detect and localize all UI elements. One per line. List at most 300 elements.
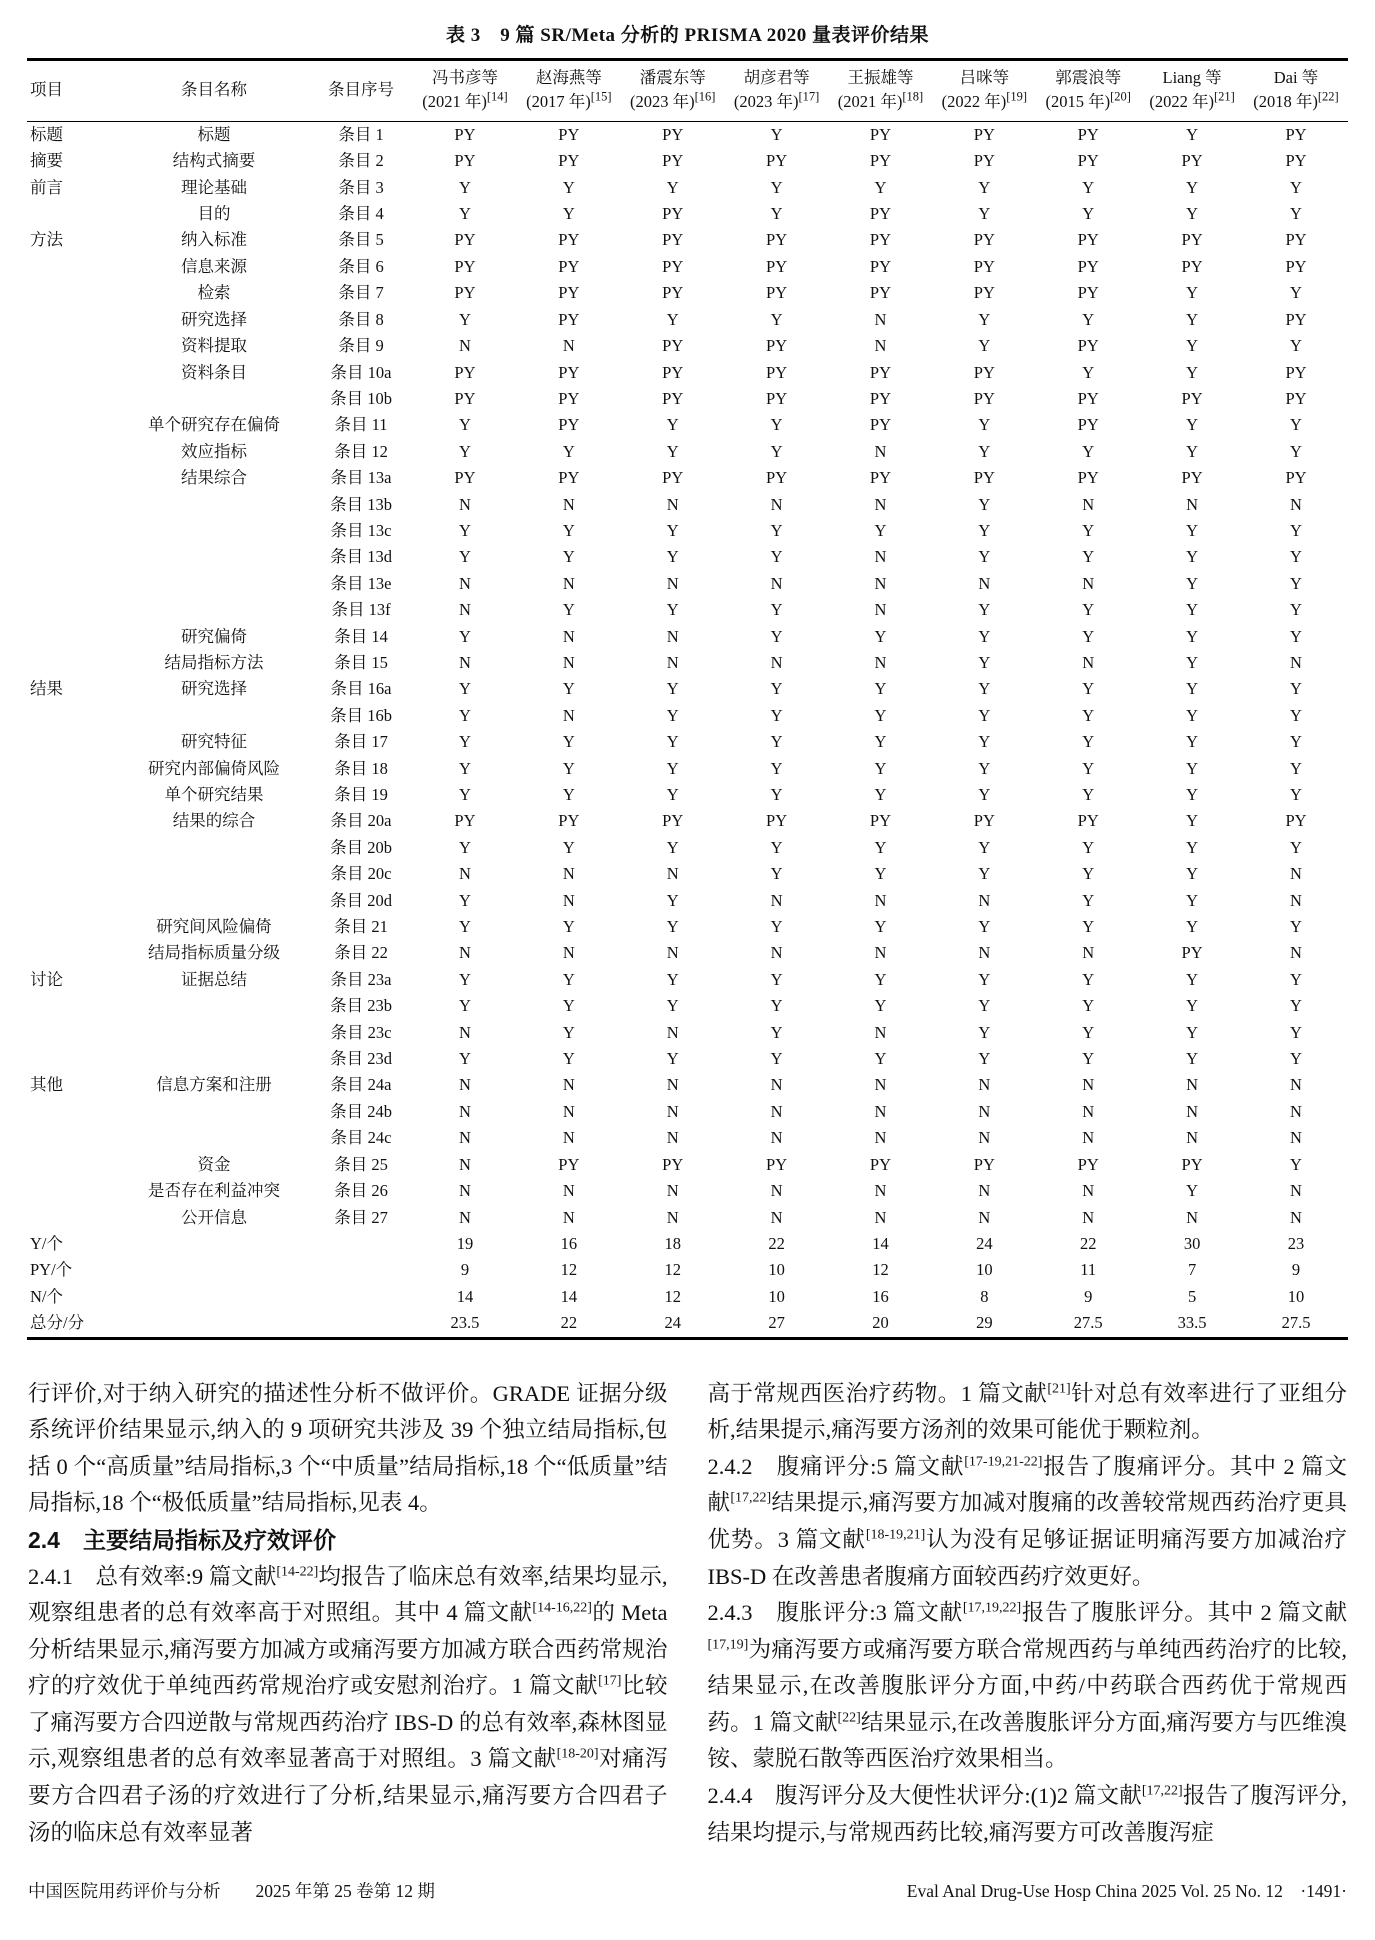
rating-cell: Y bbox=[1186, 1022, 1199, 1042]
rating-cell: Y bbox=[874, 177, 887, 197]
rating-cell: PY bbox=[558, 415, 580, 435]
rating-cell: Y bbox=[1082, 969, 1095, 989]
section-cell: 其他 bbox=[30, 1075, 63, 1095]
rating-cell: Y bbox=[770, 1049, 783, 1069]
section-cell bbox=[27, 492, 119, 518]
summary-value-cell: 9 bbox=[460, 1260, 470, 1280]
study-name: 王振雄等 bbox=[847, 68, 914, 87]
item-id-cell: 条目 9 bbox=[338, 336, 384, 356]
rating-cell: Y bbox=[1082, 362, 1095, 382]
rating-cell: Y bbox=[1082, 679, 1095, 699]
item-name-cell: 结构式摘要 bbox=[172, 151, 256, 171]
rating-cell: Y bbox=[458, 679, 471, 699]
rating-cell: N bbox=[874, 309, 887, 329]
rating-cell: N bbox=[874, 600, 887, 620]
rating-cell: N bbox=[458, 943, 471, 963]
rating-cell: Y bbox=[874, 864, 887, 884]
item-id-cell: 条目 24c bbox=[330, 1128, 392, 1148]
rating-cell: Y bbox=[562, 177, 575, 197]
study-year: (2015 年)[20] bbox=[1045, 89, 1131, 111]
item-name-cell bbox=[119, 492, 309, 518]
paragraph: 高于常规西医治疗药物。1 篇文献[21]针对总有效率进行了亚组分析,结果提示,痛泻要方汤剂的效果可能优于颗粒剂。 bbox=[707, 1380, 1347, 1443]
rating-cell: Y bbox=[562, 732, 575, 752]
rating-cell: Y bbox=[1186, 785, 1199, 804]
rating-cell: N bbox=[562, 705, 575, 725]
rating-cell: Y bbox=[874, 705, 887, 725]
item-name-cell: 证据总结 bbox=[181, 969, 247, 989]
rating-cell: N bbox=[562, 1128, 575, 1148]
rating-cell: PY bbox=[558, 468, 580, 488]
table-row bbox=[27, 756, 1348, 782]
rating-cell: N bbox=[978, 1207, 991, 1227]
item-name-cell bbox=[119, 888, 309, 914]
rating-cell: Y bbox=[1082, 309, 1095, 329]
column-header-study bbox=[1244, 60, 1348, 122]
rating-cell: N bbox=[562, 573, 575, 593]
rating-cell: PY bbox=[973, 256, 995, 276]
rating-cell: Y bbox=[1082, 917, 1095, 937]
rating-cell: Y bbox=[562, 917, 575, 937]
item-id-cell: 条目 23a bbox=[330, 969, 392, 989]
rating-cell: Y bbox=[1186, 600, 1199, 620]
rating-cell: Y bbox=[874, 1049, 887, 1069]
item-name-cell: 目的 bbox=[197, 204, 231, 224]
rating-cell: Y bbox=[1082, 996, 1095, 1016]
item-name-cell bbox=[119, 1020, 309, 1046]
item-name-cell: 单个研究存在偏倚 bbox=[148, 415, 280, 435]
rating-cell: Y bbox=[1082, 1022, 1095, 1042]
item-name-cell: 是否存在利益冲突 bbox=[148, 1181, 280, 1201]
rating-cell: Y bbox=[1082, 441, 1095, 461]
section-cell bbox=[27, 544, 119, 570]
item-id-cell: 条目 21 bbox=[334, 917, 388, 937]
summary-value-cell: 10 bbox=[768, 1260, 785, 1280]
item-id-cell: 条目 5 bbox=[338, 230, 384, 250]
item-name-cell bbox=[119, 518, 309, 544]
study-name: Liang 等 bbox=[1162, 68, 1222, 87]
item-id-cell: 条目 16a bbox=[330, 679, 392, 699]
table-row bbox=[27, 650, 1348, 676]
citation-ref: [17,22] bbox=[1141, 1783, 1183, 1799]
summary-value-cell: 9 bbox=[1291, 1260, 1301, 1280]
item-id-cell: 条目 23c bbox=[330, 1022, 392, 1042]
table-row bbox=[27, 703, 1348, 729]
rating-cell: Y bbox=[1290, 705, 1302, 725]
item-id-cell: 条目 23d bbox=[330, 1049, 392, 1069]
footer bbox=[28, 1878, 1347, 1903]
rating-cell: N bbox=[1082, 494, 1095, 514]
rating-cell: PY bbox=[869, 256, 891, 276]
item-id-cell: 条目 26 bbox=[334, 1181, 388, 1201]
rating-cell: Y bbox=[978, 1022, 991, 1042]
rating-cell: PY bbox=[766, 151, 788, 171]
item-id-cell: 条目 25 bbox=[334, 1154, 388, 1174]
rating-cell: N bbox=[874, 494, 887, 514]
table-row bbox=[27, 201, 1348, 227]
rating-cell: PY bbox=[869, 388, 891, 408]
rating-cell: Y bbox=[1082, 732, 1095, 752]
table-row bbox=[27, 597, 1348, 623]
rating-cell: N bbox=[1290, 864, 1302, 884]
section-cell bbox=[27, 1020, 119, 1046]
section-cell bbox=[27, 518, 119, 544]
rating-cell: N bbox=[770, 1101, 783, 1121]
section-cell: 结果 bbox=[30, 679, 63, 699]
rating-cell: PY bbox=[558, 283, 580, 303]
rating-cell: Y bbox=[458, 204, 471, 224]
section-cell bbox=[27, 201, 119, 227]
rating-cell: Y bbox=[1290, 600, 1302, 620]
column-header: 条目名称 bbox=[119, 60, 309, 122]
rating-cell: Y bbox=[978, 864, 991, 884]
rating-cell: Y bbox=[1186, 626, 1199, 646]
item-id-cell: 条目 10b bbox=[330, 388, 392, 408]
rating-cell: PY bbox=[1077, 388, 1099, 408]
rating-cell: N bbox=[562, 494, 575, 514]
rating-cell: PY bbox=[1285, 151, 1307, 171]
summary-label-cell: PY/个 bbox=[30, 1260, 73, 1280]
rating-cell: PY bbox=[766, 336, 788, 356]
item-name-cell bbox=[119, 993, 309, 1019]
summary-value-cell: 10 bbox=[976, 1260, 993, 1280]
rating-cell: Y bbox=[562, 1049, 575, 1069]
summary-label-cell: Y/个 bbox=[30, 1233, 63, 1253]
item-name-cell bbox=[119, 1046, 309, 1072]
rating-cell: Y bbox=[770, 679, 783, 699]
rating-cell: N bbox=[1082, 1207, 1095, 1227]
rating-cell: PY bbox=[869, 283, 891, 303]
rating-cell: Y bbox=[666, 969, 679, 989]
rating-cell: PY bbox=[1285, 811, 1307, 831]
rating-cell: Y bbox=[770, 441, 783, 461]
table-row bbox=[27, 121, 1348, 148]
summary-value-cell: 16 bbox=[560, 1233, 578, 1253]
rating-cell: PY bbox=[1285, 388, 1307, 408]
rating-cell: Y bbox=[562, 758, 575, 778]
rating-cell: Y bbox=[1290, 758, 1302, 778]
column-header-study bbox=[413, 60, 517, 122]
rating-cell: PY bbox=[454, 811, 476, 831]
rating-cell: Y bbox=[562, 1022, 575, 1042]
rating-cell: PY bbox=[1181, 151, 1203, 171]
item-id-cell: 条目 8 bbox=[338, 309, 384, 329]
item-id-cell: 条目 20c bbox=[330, 864, 392, 884]
rating-cell: Y bbox=[874, 679, 887, 699]
summary-value-cell: 12 bbox=[560, 1260, 578, 1280]
rating-cell: Y bbox=[770, 124, 783, 144]
rating-cell: N bbox=[1186, 1075, 1199, 1095]
study-year: (2022 年)[19] bbox=[941, 89, 1028, 111]
rating-cell: PY bbox=[1077, 124, 1099, 144]
table-header-row bbox=[27, 60, 1348, 122]
rating-cell: Y bbox=[1186, 336, 1199, 356]
rating-cell: PY bbox=[662, 1154, 684, 1174]
item-id-cell: 条目 1 bbox=[338, 124, 384, 144]
rating-cell: PY bbox=[1077, 1154, 1099, 1174]
rating-cell: Y bbox=[978, 520, 991, 540]
rating-cell: Y bbox=[1290, 204, 1302, 224]
rating-cell: Y bbox=[978, 679, 991, 699]
rating-cell: Y bbox=[1186, 309, 1199, 329]
rating-cell: Y bbox=[770, 732, 783, 752]
section-cell: 标题 bbox=[30, 124, 63, 144]
rating-cell: Y bbox=[1082, 520, 1095, 540]
rating-cell: Y bbox=[1186, 520, 1199, 540]
summary-value-cell: 33.5 bbox=[1177, 1313, 1207, 1333]
rating-cell: PY bbox=[558, 256, 580, 276]
table-row bbox=[27, 439, 1348, 465]
rating-cell: N bbox=[1186, 494, 1199, 514]
rating-cell: N bbox=[978, 1128, 991, 1148]
rating-cell: Y bbox=[874, 837, 887, 857]
item-id-cell: 条目 12 bbox=[334, 441, 388, 461]
rating-cell: Y bbox=[1186, 811, 1199, 831]
rating-cell: PY bbox=[1077, 336, 1099, 356]
rating-cell: PY bbox=[1285, 468, 1307, 488]
rating-cell: Y bbox=[1186, 890, 1199, 910]
rating-cell: N bbox=[874, 336, 887, 356]
citation-ref: [18-19,21] bbox=[865, 1527, 926, 1543]
rating-cell: Y bbox=[1290, 969, 1302, 989]
rating-cell: Y bbox=[666, 837, 679, 857]
rating-cell: PY bbox=[869, 151, 891, 171]
item-id-cell: 条目 18 bbox=[334, 758, 388, 778]
article-right-column bbox=[708, 1376, 1348, 1852]
summary-value-cell: 24 bbox=[976, 1233, 993, 1253]
item-name-cell bbox=[119, 703, 309, 729]
rating-cell: N bbox=[562, 890, 575, 910]
rating-cell: Y bbox=[666, 309, 679, 329]
section-cell bbox=[27, 597, 119, 623]
rating-cell: N bbox=[458, 1101, 471, 1121]
rating-cell: PY bbox=[766, 468, 788, 488]
rating-cell: Y bbox=[874, 785, 887, 804]
section-cell bbox=[27, 624, 119, 650]
section-cell bbox=[27, 307, 119, 333]
table-wrap bbox=[27, 58, 1348, 1340]
rating-cell: N bbox=[874, 652, 887, 672]
rating-cell: N bbox=[666, 1101, 679, 1121]
summary-value-cell: 23 bbox=[1287, 1233, 1305, 1253]
rating-cell: Y bbox=[458, 705, 471, 725]
rating-cell: PY bbox=[766, 1154, 788, 1174]
summary-value-cell: 7 bbox=[1187, 1260, 1197, 1280]
rating-cell: PY bbox=[869, 1154, 891, 1174]
table-row bbox=[27, 360, 1348, 386]
rating-cell: Y bbox=[978, 785, 991, 804]
table-row bbox=[27, 993, 1348, 1019]
rating-cell: Y bbox=[770, 758, 783, 778]
summary-value-cell: 14 bbox=[872, 1233, 889, 1253]
rating-cell: N bbox=[1290, 1075, 1302, 1095]
rating-cell: Y bbox=[978, 732, 991, 752]
rating-cell: N bbox=[562, 943, 575, 963]
rating-cell: PY bbox=[662, 811, 684, 831]
rating-cell: Y bbox=[562, 204, 575, 224]
rating-cell: Y bbox=[978, 705, 991, 725]
rating-cell: N bbox=[458, 494, 471, 514]
item-name-cell: 单个研究结果 bbox=[164, 785, 264, 804]
rating-cell: PY bbox=[973, 151, 995, 171]
paragraph: 行评价,对于纳入研究的描述性分析不做评价。GRADE 证据分级系统评价结果显示,纳入的 9 项研究共涉及 39 个独立结局指标,包括 0 个“高质量”结局指标,3 个“中质量”结局指标,18 个“低质量”结局指标,18 个“极低质量”结局指标,见表 4。 bbox=[28, 1380, 668, 1516]
summary-value-cell: 16 bbox=[872, 1286, 889, 1306]
rating-cell: Y bbox=[770, 204, 783, 224]
section-cell bbox=[27, 914, 119, 940]
table-row bbox=[27, 1205, 1348, 1231]
rating-cell: PY bbox=[454, 283, 476, 303]
table-row bbox=[27, 1072, 1348, 1098]
rating-cell: Y bbox=[458, 441, 471, 461]
rating-cell: N bbox=[562, 864, 575, 884]
citation-ref: [15] bbox=[590, 89, 612, 104]
table-row bbox=[27, 835, 1348, 861]
summary-value-cell: 9 bbox=[1084, 1286, 1093, 1306]
summary-value-cell: 30 bbox=[1183, 1233, 1201, 1253]
rating-cell: Y bbox=[666, 415, 679, 435]
item-id-cell: 条目 20b bbox=[330, 837, 392, 857]
rating-cell: PY bbox=[1181, 1154, 1203, 1174]
item-name-cell: 理论基础 bbox=[181, 177, 247, 197]
rating-cell: N bbox=[562, 1075, 575, 1095]
rating-cell: PY bbox=[973, 388, 995, 408]
rating-cell: PY bbox=[1077, 256, 1099, 276]
item-id-cell: 条目 15 bbox=[334, 652, 388, 672]
rating-cell: Y bbox=[1186, 969, 1199, 989]
rating-cell: Y bbox=[562, 520, 575, 540]
rating-cell: Y bbox=[666, 441, 679, 461]
rating-cell: PY bbox=[869, 811, 891, 831]
section-cell bbox=[27, 571, 119, 597]
rating-cell: Y bbox=[978, 177, 991, 197]
citation-ref: [19] bbox=[1006, 89, 1028, 104]
rating-cell: N bbox=[874, 1128, 887, 1148]
rating-cell: PY bbox=[454, 362, 476, 382]
rating-cell: Y bbox=[458, 969, 471, 989]
summary-value-cell: 5 bbox=[1187, 1286, 1197, 1306]
summary-value-cell: 12 bbox=[872, 1260, 889, 1280]
rating-cell: PY bbox=[662, 468, 684, 488]
section-cell bbox=[27, 386, 119, 412]
rating-cell: N bbox=[666, 1075, 679, 1095]
rating-cell: Y bbox=[562, 969, 575, 989]
item-id-cell: 条目 2 bbox=[338, 151, 384, 171]
rating-cell: N bbox=[1082, 943, 1095, 963]
paragraph: 2.4.1 总有效率:9 篇文献[14-22]均报告了临床总有效率,结果均显示,观察组患者的总有效率高于对照组。其中 4 篇文献[14-16,22]的 Meta 分析结果显示,痛泻要方加减方或痛泻要方加减方联合西药常规治疗的疗效优于单纯西药常规治疗或安慰剂治疗。1 篇文献[17]比较了痛泻要方合四逆散与常规西药治疗 IBS-D 的总有效率,森林图显示,观察组患者的总有效率显著高于对照组。3 篇文献[18-20]对痛泻要方合四君子汤的疗效进行了分析,结果显示,痛泻要方合四君子汤的临床总有效率显著 bbox=[28, 1563, 668, 1845]
column-header: 项目 bbox=[27, 60, 119, 122]
rating-cell: PY bbox=[1181, 388, 1203, 408]
rating-cell: PY bbox=[1077, 230, 1099, 250]
rating-cell: PY bbox=[558, 151, 580, 171]
rating-cell: Y bbox=[1186, 177, 1199, 197]
rating-cell: Y bbox=[978, 996, 991, 1016]
table-row bbox=[27, 1020, 1348, 1046]
rating-cell: Y bbox=[666, 547, 679, 567]
rating-cell: Y bbox=[666, 996, 679, 1016]
footer-journal-en: Eval Anal Drug-Use Hosp China 2025 Vol. 25 No. 12 ·1491· bbox=[906, 1881, 1347, 1901]
article bbox=[28, 1376, 1347, 1852]
summary-value-cell: 29 bbox=[976, 1313, 993, 1333]
rating-cell: PY bbox=[662, 336, 684, 356]
study-year: (2023 年)[16] bbox=[629, 89, 716, 111]
rating-cell: N bbox=[458, 1154, 471, 1174]
rating-cell: PY bbox=[766, 256, 788, 276]
table-row bbox=[27, 782, 1348, 808]
rating-cell: N bbox=[978, 890, 991, 910]
rating-cell: Y bbox=[1186, 679, 1199, 699]
item-name-cell: 结局指标方法 bbox=[164, 652, 264, 672]
section-cell bbox=[27, 439, 119, 465]
rating-cell: Y bbox=[1082, 547, 1095, 567]
table-row bbox=[27, 518, 1348, 544]
rating-cell: Y bbox=[770, 996, 783, 1016]
table-row bbox=[27, 492, 1348, 518]
study-year: (2021 年)[18] bbox=[837, 89, 924, 111]
rating-cell: N bbox=[874, 573, 887, 593]
rating-cell: PY bbox=[662, 362, 684, 382]
rating-cell: Y bbox=[458, 758, 471, 778]
summary-row bbox=[27, 1231, 1348, 1257]
rating-cell: Y bbox=[770, 177, 783, 197]
rating-cell: N bbox=[1290, 943, 1302, 963]
rating-cell: N bbox=[874, 1207, 887, 1227]
rating-cell: Y bbox=[458, 837, 471, 857]
table-row bbox=[27, 571, 1348, 597]
summary-value-cell: 22 bbox=[768, 1233, 785, 1253]
paragraph: 2.4.2 腹痛评分:5 篇文献[17-19,21-22]报告了腹痛评分。其中 2 篇文献[17,22]结果提示,痛泻要方加减对腹痛的改善较常规西药治疗更具优势。3 篇文献[18-19,21]认为没有足够证据证明痛泻要方加减治疗 IBS-D 在改善患者腹痛方面较西药疗效更好。 bbox=[707, 1453, 1347, 1589]
rating-cell: PY bbox=[558, 230, 580, 250]
table-row bbox=[27, 148, 1348, 174]
summary-value-cell: 27.5 bbox=[1281, 1313, 1311, 1333]
item-id-cell: 条目 20d bbox=[330, 890, 392, 910]
study-name: 赵海燕等 bbox=[535, 68, 602, 87]
rating-cell: Y bbox=[458, 890, 471, 910]
item-name-cell: 研究内部偏倚风险 bbox=[148, 758, 280, 778]
rating-cell: PY bbox=[1077, 468, 1099, 488]
rating-cell: N bbox=[770, 1075, 783, 1095]
rating-cell: PY bbox=[973, 811, 995, 831]
rating-cell: Y bbox=[770, 864, 783, 884]
rating-cell: PY bbox=[1181, 256, 1203, 276]
summary-row bbox=[27, 1257, 1348, 1283]
section-cell bbox=[27, 360, 119, 386]
rating-cell: Y bbox=[458, 626, 471, 646]
summary-value-cell: 27.5 bbox=[1073, 1313, 1103, 1333]
study-year: (2017 年)[15] bbox=[526, 89, 612, 111]
rating-cell: Y bbox=[666, 679, 679, 699]
table-row bbox=[27, 544, 1348, 570]
rating-cell: Y bbox=[1290, 1154, 1302, 1174]
rating-cell: PY bbox=[869, 124, 891, 144]
rating-cell: PY bbox=[1285, 362, 1307, 382]
summary-value-cell: 24 bbox=[664, 1313, 681, 1333]
section-cell: 方法 bbox=[30, 230, 63, 250]
rating-cell: Y bbox=[874, 732, 887, 752]
item-name-cell: 标题 bbox=[197, 124, 231, 144]
item-id-cell: 条目 24b bbox=[330, 1101, 392, 1121]
item-name-cell: 研究偏倚 bbox=[181, 626, 247, 646]
rating-cell: PY bbox=[558, 1154, 580, 1174]
section-cell bbox=[27, 1152, 119, 1178]
rating-cell: Y bbox=[1290, 336, 1302, 356]
item-name-cell bbox=[119, 835, 309, 861]
rating-cell: PY bbox=[454, 230, 476, 250]
section-cell bbox=[27, 782, 119, 808]
rating-cell: Y bbox=[1290, 917, 1302, 937]
citation-ref: [18] bbox=[902, 89, 924, 104]
rating-cell: N bbox=[874, 943, 887, 963]
rating-cell: Y bbox=[1186, 415, 1199, 435]
rating-cell: N bbox=[666, 573, 679, 593]
